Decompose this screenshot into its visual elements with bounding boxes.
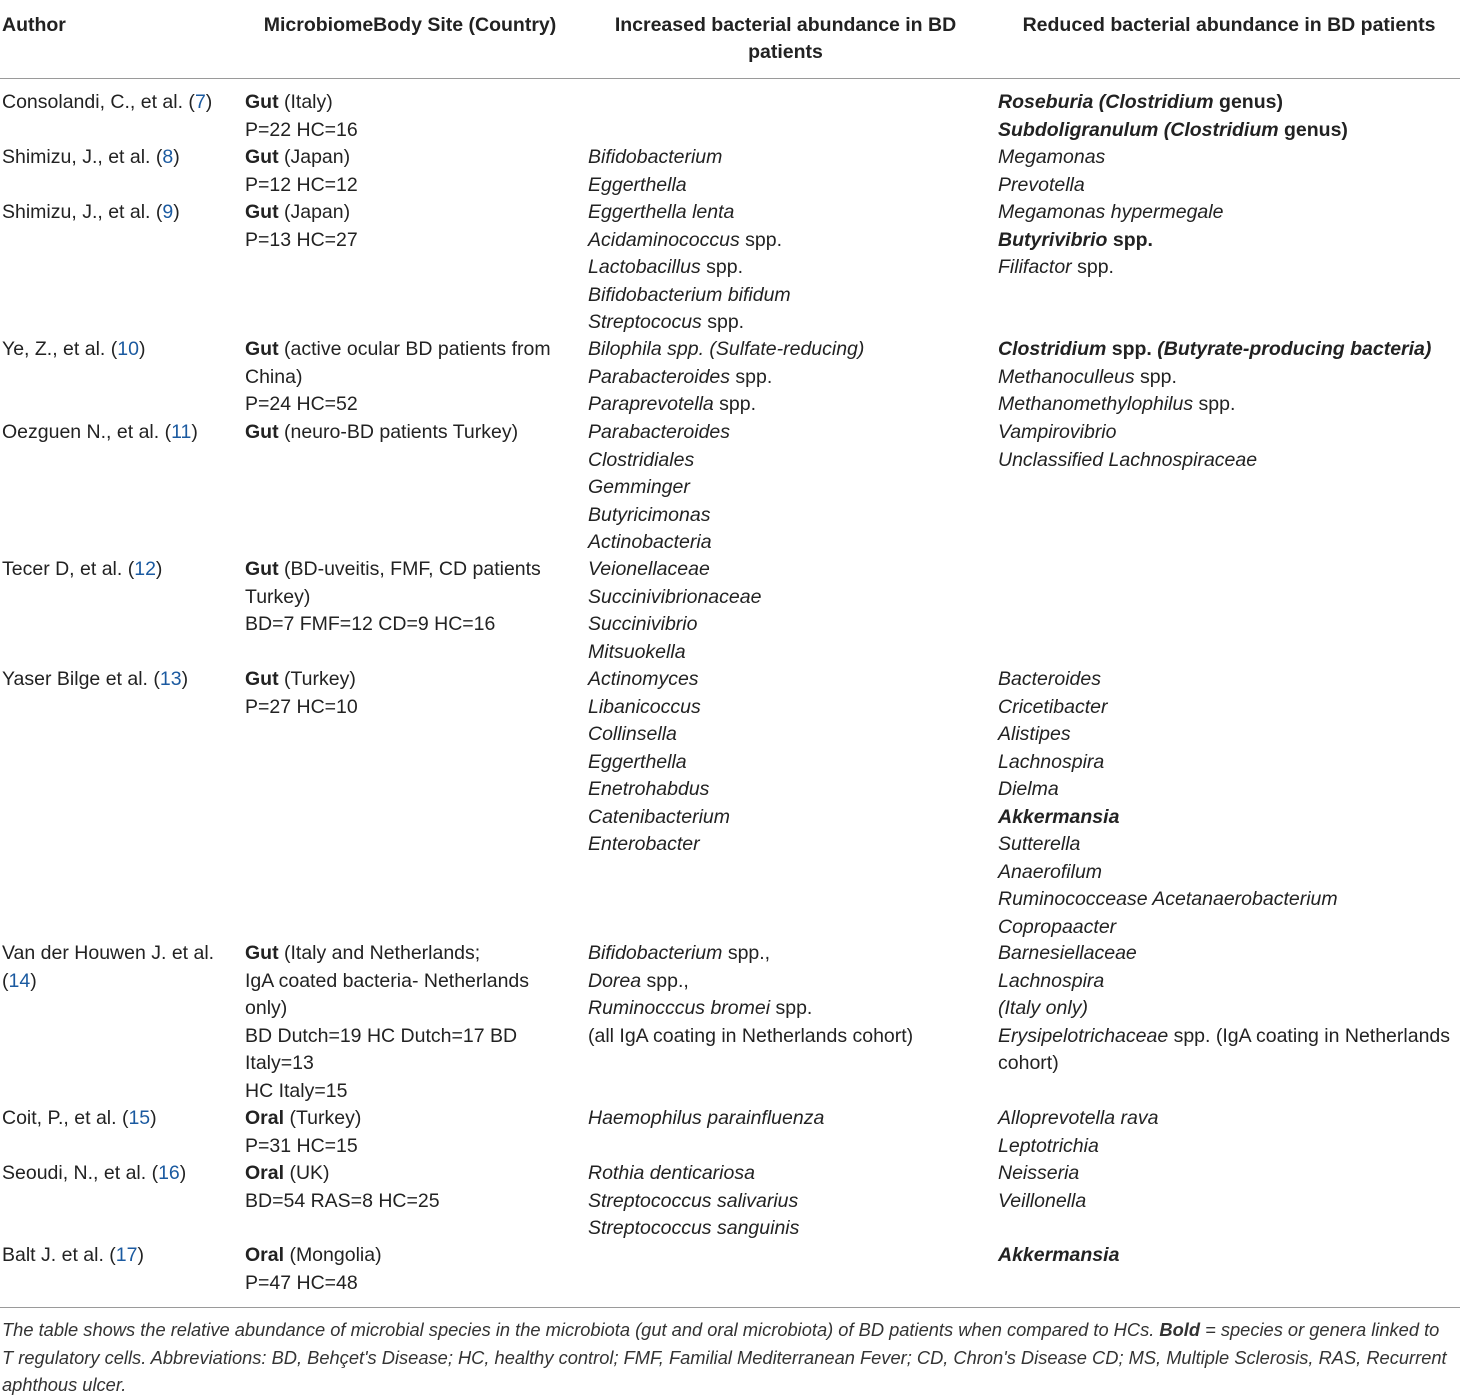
site-cell: Gut (Japan) P=13 HC=27 <box>245 201 358 251</box>
author-cell: Coit, P., et al. (15) <box>2 1107 157 1129</box>
header-body-site: MicrobiomeBody Site (Country) <box>263 14 557 36</box>
author-cell: Shimizu, J., et al. (9) <box>2 201 180 223</box>
author-cell: Seoudi, N., et al. (16) <box>2 1162 187 1184</box>
reduced-cell: Barnesiellaceae Lachnospira (Italy only) Erysipelotrichaceae spp. (IgA coating in Netherlands cohort) <box>998 942 1451 1074</box>
site-cell: Gut (active ocular BD patients from China) P=24 HC=52 <box>245 338 551 415</box>
increased-cell: Eggerthella lenta Acidaminococcus spp. Lactobacillus spp. Bifidobacterium bifidum Streptococus spp. <box>588 201 791 333</box>
header-reduced: Reduced bacterial abundance in BD patients <box>1022 14 1436 36</box>
site-cell: Gut (Turkey) P=27 HC=10 <box>245 668 358 718</box>
reduced-cell: Alloprevotella rava Leptotrichia <box>998 1107 1159 1157</box>
reference-link[interactable]: 16 <box>158 1162 180 1184</box>
author-cell: Van der Houwen J. et al. (14) <box>2 942 215 992</box>
reference-link[interactable]: 13 <box>159 668 182 690</box>
reduced-cell: Clostridium spp. (Butyrate-producing bacteria) Methanoculleus spp. Methanomethylophilus spp. <box>998 338 1432 415</box>
site-cell: Oral (Turkey) P=31 HC=15 <box>245 1107 362 1157</box>
reduced-cell: Megamonas hypermegale Butyrivibrio spp. Filifactor spp. <box>998 201 1224 278</box>
header-author: Author <box>2 14 66 36</box>
site-cell: Gut (Italy) P=22 HC=16 <box>245 91 358 141</box>
header-increased: Increased bacterial abundance in BD patients <box>614 14 957 63</box>
site-cell: Gut (neuro-BD patients Turkey) <box>245 421 519 443</box>
increased-cell: Haemophilus parainfluenza <box>588 1107 825 1129</box>
increased-cell: Bilophila spp. (Sulfate-reducing) Parabacteroides spp. Paraprevotella spp. <box>588 338 865 415</box>
reduced-cell: Vampirovibrio Unclassified Lachnospiraceae <box>998 421 1258 471</box>
reference-link[interactable]: 9 <box>162 201 174 223</box>
reference-link[interactable]: 8 <box>162 146 174 168</box>
author-cell: Tecer D, et al. (12) <box>2 558 163 580</box>
reduced-cell: Akkermansia <box>998 1244 1120 1266</box>
site-cell: Gut (BD-uveitis, FMF, CD patients Turkey) BD=7 FMF=12 CD=9 HC=16 <box>245 558 541 635</box>
author-cell: Oezguen N., et al. (11) <box>2 421 198 443</box>
increased-cell: Bifidobacterium spp., Dorea spp., Ruminocccus bromei spp. (all IgA coating in Netherlands cohort) <box>588 942 914 1047</box>
reference-link[interactable]: 14 <box>8 969 31 992</box>
site-cell: Oral (UK) BD=54 RAS=8 HC=25 <box>245 1162 440 1212</box>
increased-cell: Bifidobacterium Eggerthella <box>588 146 723 196</box>
reduced-cell: Bacteroides Cricetibacter Alistipes Lachnospira Dielma Akkermansia Sutterella Anaerofilum Ruminococcease Acetanaerobacterium Copropaacter <box>998 668 1338 938</box>
footnote-divider <box>0 1307 1460 1308</box>
author-cell: Balt J. et al. (17) <box>2 1244 144 1266</box>
reference-link[interactable]: 10 <box>117 338 139 360</box>
reference-link[interactable]: 12 <box>134 558 156 580</box>
reduced-cell: Roseburia (Clostridium genus) Subdoligranulum (Clostridium genus) <box>998 91 1348 141</box>
site-cell: Oral (Mongolia) P=47 HC=48 <box>245 1244 382 1294</box>
increased-cell: Veionellaceae Succinivibrionaceae Succinivibrio Mitsuokella <box>588 558 762 663</box>
reference-link[interactable]: 11 <box>171 421 192 443</box>
author-cell: Ye, Z., et al. (10) <box>2 338 146 360</box>
reference-link[interactable]: 7 <box>194 91 206 113</box>
increased-cell: Actinomyces Libanicoccus Collinsella Eggerthella Enetrohabdus Catenibacterium Enterobacter <box>588 668 730 855</box>
increased-cell: Parabacteroides Clostridiales Gemminger Butyricimonas Actinobacteria <box>588 421 731 553</box>
table-header <box>0 0 1460 79</box>
increased-cell: Rothia denticariosa Streptococcus salivarius Streptococcus sanguinis <box>588 1162 800 1239</box>
author-cell: Consolandi, C., et al. (7) <box>2 91 213 113</box>
table-footnote: The table shows the relative abundance of microbial species in the microbiota (gut and oral microbiota) of BD patients when compared to HCs. Bold = species or genera linked to T regulatory cells. Abbreviations: BD, Behçet's Disease; HC, healthy control; FMF, Familial Mediterranean Fever; CD, Chron's Disease CD; MS, Multiple Sclerosis, RAS, Recurrent aphthous ulcer. <box>2 1319 1447 1395</box>
author-cell: Shimizu, J., et al. (8) <box>2 146 180 168</box>
site-cell: Gut (Italy and Netherlands; IgA coated bacteria- Netherlands only) BD Dutch=19 HC Dutch=17 BD Italy=13 HC Italy=15 <box>245 942 530 1102</box>
reference-link[interactable]: 15 <box>128 1107 151 1129</box>
site-cell: Gut (Japan) P=12 HC=12 <box>245 146 358 196</box>
reduced-cell: Neisseria Veillonella <box>998 1162 1087 1212</box>
reduced-cell: Megamonas Prevotella <box>998 146 1106 196</box>
reference-link[interactable]: 17 <box>115 1244 138 1266</box>
author-cell: Yaser Bilge et al. (13) <box>2 668 189 690</box>
